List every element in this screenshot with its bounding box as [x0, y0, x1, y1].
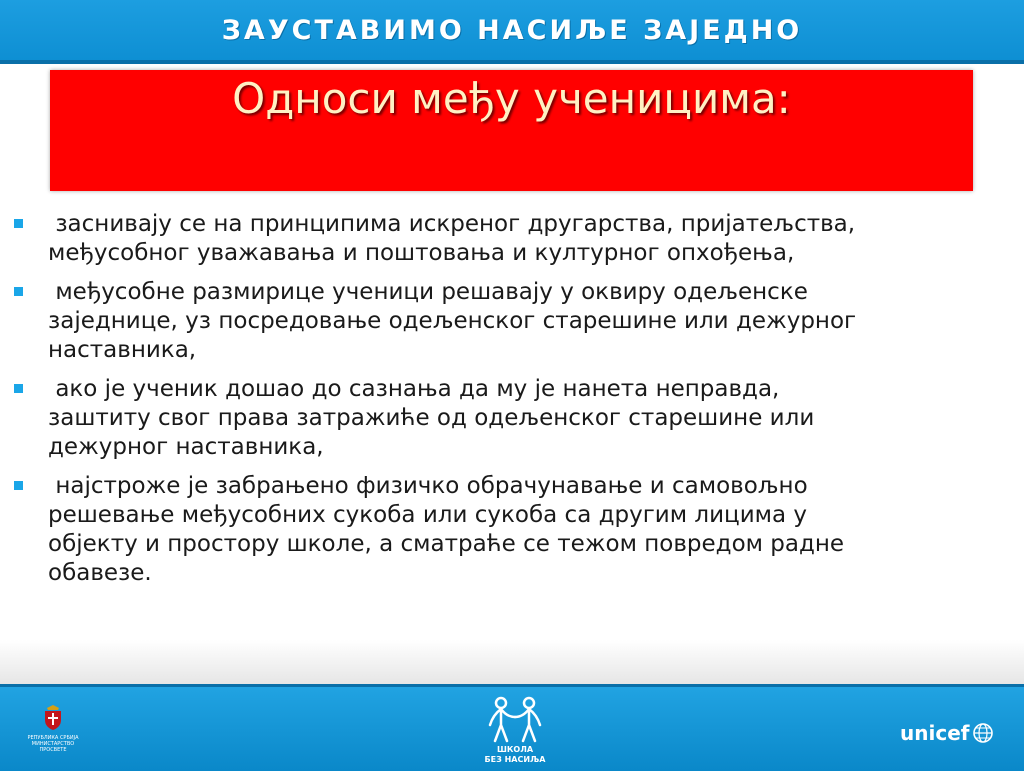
school-logo-caption: ШКОЛА БЕЗ НАСИЉА [484, 745, 546, 764]
bullet-text: заснивају се на принципима искреног другарства, пријатељства, међусобног уважавања и поштовања и културног опхођења, [48, 211, 856, 266]
footer-fade [0, 640, 1024, 684]
school-without-violence-logo [480, 695, 550, 769]
unicef-logo [900, 721, 994, 745]
list-item [0, 210, 1024, 268]
slide-title: Односи међу ученицима: [232, 74, 791, 123]
bullet-text: најстроже је забрањено физичко обрачунавање и самовољно решевање међусобних сукоба или сукоба са другим лицима у објекту и простору школе, а сматраће се тежом повредом радне обавезе. [48, 473, 845, 586]
square-bullet-icon [14, 384, 23, 393]
banner-slogan: ЗАУСТАВИМО НАСИЉЕ ЗАЈЕДНО [221, 14, 803, 46]
unicef-globe-icon [972, 722, 994, 744]
bullet-text: међусобне размирице ученици решавају у оквиру одељенске заједнице, уз посредовање одељенског старешине или дежурног наставника, [48, 279, 857, 363]
top-banner [0, 0, 1024, 64]
ministry-caption: РЕПУБЛИКА СРБИЈА МИНИСТАРСТВО ПРОСВЕТЕ [27, 735, 79, 753]
square-bullet-icon [14, 219, 23, 228]
square-bullet-icon [14, 481, 23, 490]
serbian-coat-of-arms-icon [43, 705, 63, 731]
school-without-violence-logo-icon [487, 695, 543, 743]
ministry-logo [18, 703, 88, 759]
bullet-list [0, 210, 1024, 598]
unicef-wordmark: unicef [900, 721, 970, 745]
list-item [0, 375, 1024, 462]
footer-bar [0, 684, 1024, 771]
list-item [0, 472, 1024, 588]
square-bullet-icon [14, 287, 23, 296]
list-item [0, 278, 1024, 365]
title-box [50, 70, 973, 191]
bullet-text: ако је ученик дошао до сазнања да му је нанета неправда, заштиту свог права затражиће од одељенског старешине или дежурног наставника, [48, 376, 815, 460]
